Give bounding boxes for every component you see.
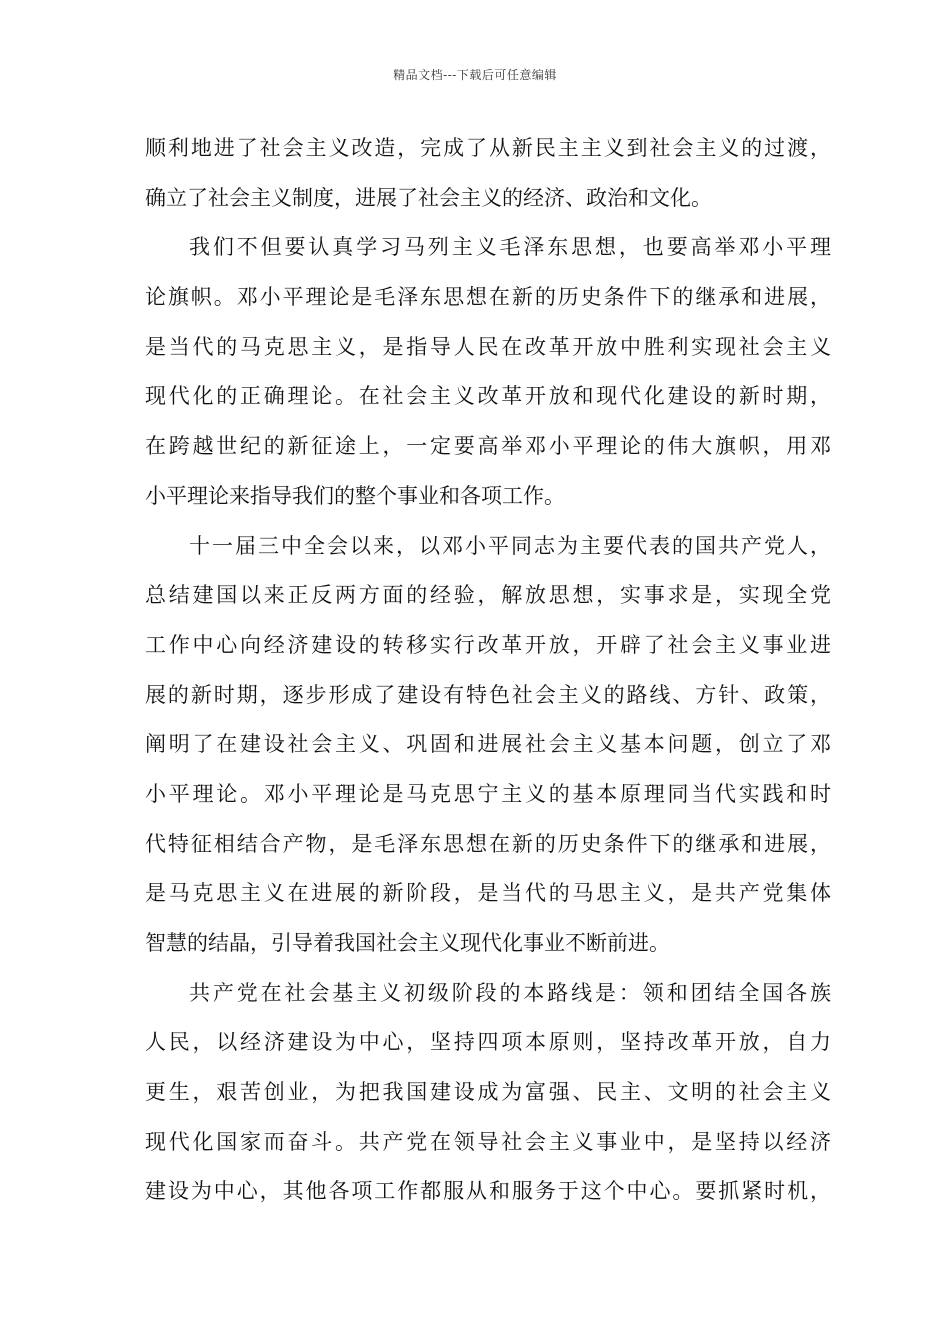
text-line: 总结建国以来正反两方面的经验，解放思想，实事求是，实现全党	[145, 583, 831, 608]
text-line: 智慧的结晶，引导着我国社会主义现代化事业不断前进。	[145, 931, 670, 955]
paragraph-1	[145, 124, 831, 223]
page-header: 精品文档---下载后可任意编辑	[393, 68, 557, 82]
text-line: 代特征相结合产物，是毛泽东思想在新的历史条件下的继承和进展，	[145, 831, 831, 856]
text-line: 小平理论来指导我们的整个事业和各项工作。	[145, 483, 565, 508]
text-line: 现代化国家而奋斗。共产党在领导社会主义事业中，是坚持以经济	[145, 1129, 831, 1154]
text-line: 现代化的正确理论。在社会主义改革开放和现代化建设的新时期，	[145, 384, 831, 409]
text-line: 展的新时期，逐步形成了建设有特色社会主义的路线、方针、政策，	[145, 682, 831, 707]
text-line: 人民，以经济建设为中心，坚持四项本原则，坚持改革开放，自力	[145, 1030, 831, 1055]
text-line: 顺利地进了社会主义改造，完成了从新民主主义到社会主义的过渡，	[145, 136, 831, 160]
text-line: 我们不但要认真学习马列主义毛泽东思想，也要高举邓小平理	[189, 235, 831, 260]
paragraph-3	[145, 522, 831, 969]
text-line: 共产党在社会基主义初级阶段的本路线是：领和团结全国各族	[189, 980, 831, 1005]
text-line: 是马克思主义在进展的新阶段，是当代的马思主义，是共产党集体	[145, 881, 831, 906]
paragraph-4	[145, 969, 831, 1217]
body-text	[145, 124, 831, 1217]
text-line: 论旗帜。邓小平理论是毛泽东思想在新的历史条件下的继承和进展，	[145, 285, 831, 310]
paragraph-2	[145, 223, 831, 521]
text-line: 阐明了在建设社会主义、巩固和进展社会主义基本问题，创立了邓	[145, 732, 831, 757]
text-line: 是当代的马克思主义，是指导人民在改革开放中胜利实现社会主义	[145, 334, 831, 359]
text-line: 小平理论。邓小平理论是马克思宁主义的基本原理同当代实践和时	[145, 781, 831, 806]
text-line: 更生，艰苦创业，为把我国建设成为富强、民主、文明的社会主义	[145, 1080, 831, 1105]
text-line: 在跨越世纪的新征途上，一定要高举邓小平理论的伟大旗帜，用邓	[145, 434, 831, 459]
text-line: 十一届三中全会以来，以邓小平同志为主要代表的国共产党人，	[189, 533, 831, 558]
text-line: 建设为中心，其他各项工作都服从和服务于这个中心。要抓紧时机，	[145, 1179, 831, 1204]
text-line: 确立了社会主义制度，进展了社会主义的经济、政治和文化。	[145, 185, 712, 210]
text-line: 工作中心向经济建设的转移实行改革开放，开辟了社会主义事业进	[145, 632, 831, 657]
